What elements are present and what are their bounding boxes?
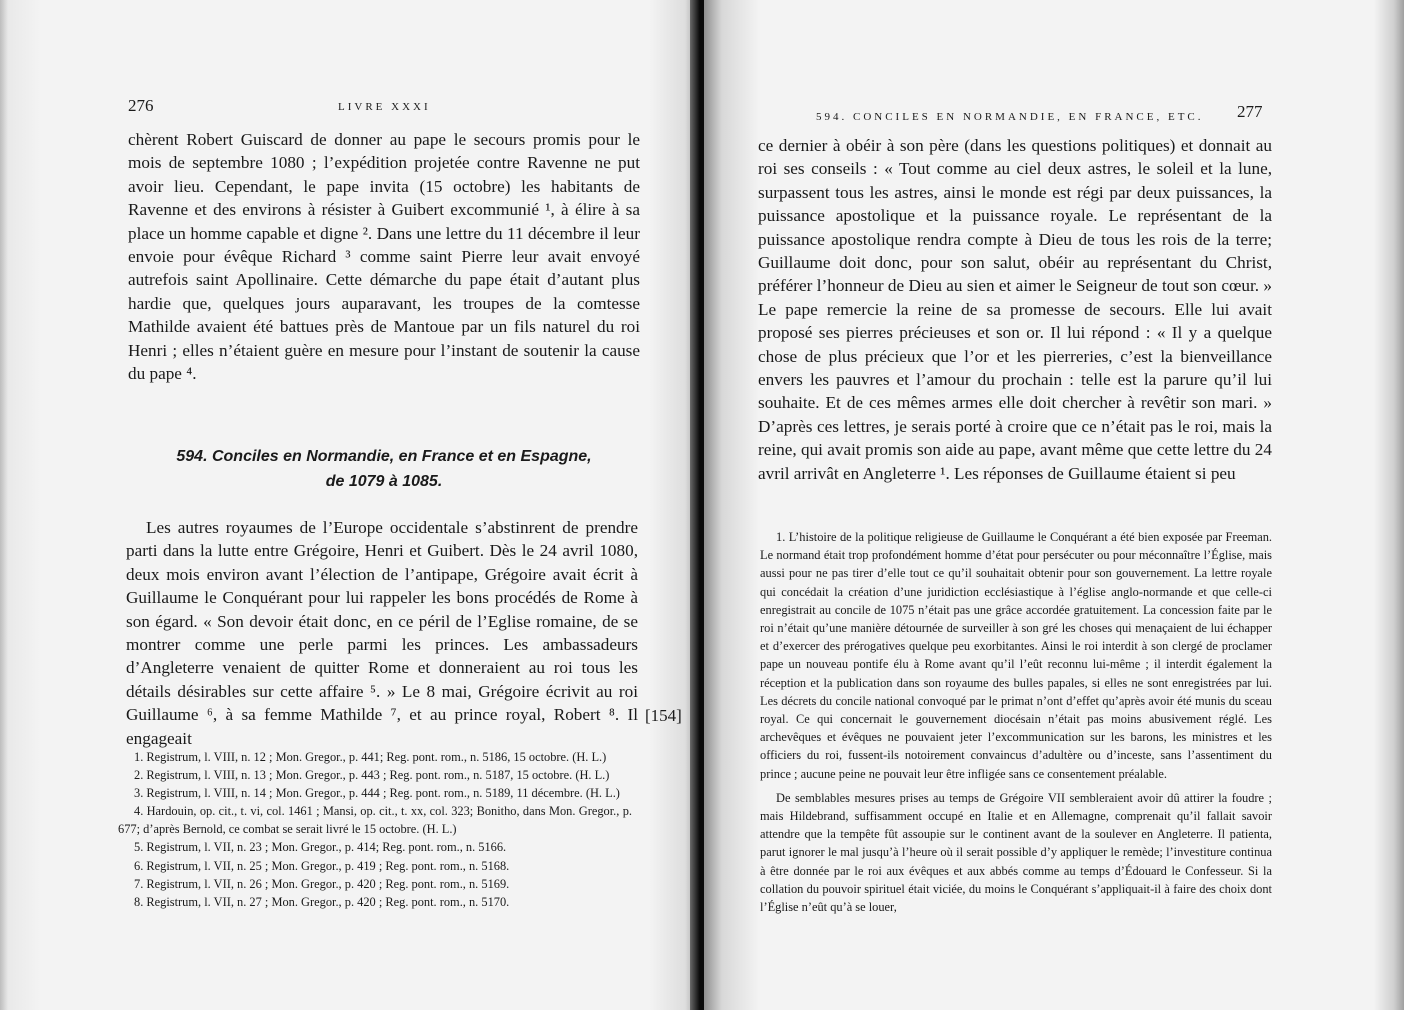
- section-title-line: 594. Conciles en Normandie, en France et en Espagne,: [176, 448, 592, 465]
- footnote-continuation: De semblables mesures prises au temps de Grégoire VII sembleraient avoir dû attirer la foudre ; mais Hildebrand, suffisamment occupé en Italie et en Allemagne, comprenait qu’il fallait savoir attendre que la tempête fût assoupie sur le continent avant de la soulever en Angleterre. Il patienta, parut ignorer le mal jusqu’à l’heure où il serait possible d’y appliquer le remède; l’investiture continua à être donnée par le roi aux évêques et aux abbés comme au temps d’Édouard le Confesseur. Si la collation du pouvoir spirituel était viciée, du moins le Conquérant s’appliquait-il à faire des choix dont l’Église n’eût qu’à se louer,: [760, 790, 1272, 915]
- paragraph: Les autres royaumes de l’Europe occidentale s’abstinrent de prendre parti dans la lutte entre Grégoire, Henri et Guibert. Dès le 24 avril 1080, deux mois environ avant l’élection de l’antipape, Grégoire avait écrit à Guillaume le Conquérant pour lui rappeler les bons procédés de Rome à son égard. « Son devoir était donc, en ce péril de l’Eglise romaine, de se montrer comme une perle parmi les princes. Les ambassadeurs d’Angleterre venaient de quitter Rome et donneraient au roi tous les détails désirables sur cette affaire ⁵. » Le 8 mai, Grégoire écrivit au roi Guillaume ⁶, à sa femme Mathilde ⁷, et au prince royal, Robert ⁸. Il engageait: [126, 518, 638, 748]
- body-text: [126, 516, 638, 750]
- section-title: [128, 444, 640, 494]
- footnotes: [760, 528, 1272, 916]
- footnote: 4. Hardouin, op. cit., t. vi, col. 1461 ; Mansi, op. cit., t. xx, col. 323; Bonitho, dans Mon. Gregor., p. 677; d’après Bernold, ce combat se serait livré le 15 octobre. (H. L.): [118, 804, 632, 837]
- page-number: 276: [128, 96, 154, 115]
- footnote: 2. Registrum, l. VIII, n. 13 ; Mon. Gregor., p. 443 ; Reg. pont. rom., n. 5187, 15 octobre. (H. L.): [134, 768, 610, 783]
- paragraph: chèrent Robert Guiscard de donner au pape le secours promis pour le mois de septembre 1080 ; l’expédition projetée contre Ravenne ne put avoir lieu. Cependant, le pape invita (15 octobre) les habitants de Ravenne et des environs à résister à Guibert excommunié ¹, à élire à sa place un homme capable et digne ². Dans une lettre du 11 décembre il leur envoie pour évêque Richard ³ comme saint Pierre leur avait envoyé autrefois saint Apollinaire. Cette démarche du pape était d’autant plus hardie que, quelques jours auparavant, les troupes de la comtesse Mathilde avaient été battues près de Mantoue par un fils naturel du roi Henri ; elles n’étaient guère en mesure pour l’instant de soutenir la cause du pape ⁴.: [128, 130, 640, 384]
- body-text: [758, 134, 1272, 485]
- footnote: 1. L’histoire de la politique religieuse de Guillaume le Conquérant a été bien exposée par Freeman. Le normand était trop profondément homme d’état pour persécuter ou pour méconnaître l’Église, mais aussi pour ne pas tirer d’elle tout ce qu’il souhaitait obtenir pour son gouvernement. La lettre royale qui concédait la création d’une juridiction ecclésiastique à l’église anglo-normande et que celle-ci enregistrait au concile de 1075 n’était pas une grâce accordée gratuitement. La concession faite par le roi n’était qu’une manière détournée de surveiller à son gré les choses qui menaçaient de lui échapper et d’exercer des prérogatives quelque peu exorbitantes. Ainsi le roi interdit à son clergé de proclamer pape un nouveau pontife élu à Rome avant qu’il l’eût reconnu lui-même ; il interdit également la réception et la publication dans son royaume des bulles papales, si elles ne sont enregistrées par lui. Les décrets du concile national convoqué par le primat n’ont d’effet qu’après avoir été munis du sceau royal. Ce qui concernait le gouvernement diocésain n’était pas moins abusivement réglé. Les archevêques et évêques ne pouvaient jeter l’excommunication sur les barons, les ministres et les officiers du roi, fussent-ils notoirement convaincus d’adultère ou d’inceste, sans l’assentiment du prince ; aucune peine ne pouvait leur être infligée sans ce consentement préalable.: [760, 530, 1272, 781]
- section-title-line: de 1079 à 1085.: [325, 473, 443, 490]
- left-page: [0, 0, 700, 1010]
- footnote: 8. Registrum, l. VII, n. 27 ; Mon. Gregor., p. 420 ; Reg. pont. rom., n. 5170.: [134, 894, 510, 909]
- page-number: 277: [1237, 102, 1263, 121]
- footnote: 5. Registrum, l. VII, n. 23 ; Mon. Gregor., p. 414; Reg. pont. rom., n. 5166.: [134, 840, 507, 855]
- right-page: [704, 0, 1404, 1010]
- running-head: LIVRE XXXI: [338, 101, 431, 113]
- running-head: 594. CONCILES EN NORMANDIE, EN FRANCE, ETC.: [816, 111, 1204, 123]
- footnote: 3. Registrum, l. VIII, n. 14 ; Mon. Gregor., p. 444 ; Reg. pont. rom., n. 5189, 11 décembre. (H. L.): [134, 786, 620, 801]
- body-text: [128, 128, 640, 385]
- footnote: 7. Registrum, l. VII, n. 26 ; Mon. Gregor., p. 420 ; Reg. pont. rom., n. 5169.: [134, 876, 510, 891]
- footnote: 1. Registrum, l. VIII, n. 12 ; Mon. Gregor., p. 441; Reg. pont. rom., n. 5186, 15 octobre. (H. L.): [134, 750, 607, 764]
- footnotes: [118, 748, 632, 911]
- paragraph: ce dernier à obéir à son père (dans les questions politiques) et donnait au roi ses conseils : « Tout comme au ciel deux astres, le soleil et la lune, surpassent tous les astres, ainsi le monde est régi par deux puissances, la puissance apostolique et la puissance royale. Le représentant de la puissance apostolique rendra compte à Dieu de tous les rois de la terre; Guillaume doit donc, pour son salut, obéir au représentant du Christ, préférer l’honneur de Dieu au sien et aimer le Seigneur de tout son cœur. » Le pape remercie la reine de sa promesse de secours. Elle lui avait proposé ses pierres précieuses et son or. Il lui répond : « Il y a quelque chose de plus précieux que l’or et les pierreries, c’est la bienveillance envers les pauvres et l’amour du prochain : telle est la parure qu’il lui souhaite. Et de ces mêmes armes elle doit chercher à revêtir son mari. » D’après ces lettres, je serais porté à croire que ce n’était pas le roi, mais la reine, qui avait promis son aide au pape, avant même que cette lettre du 24 avril arrivât en Angleterre ¹. Les réponses de Guillaume étaient si peu: [758, 136, 1272, 483]
- footnote: 6. Registrum, l. VII, n. 25 ; Mon. Gregor., p. 419 ; Reg. pont. rom., n. 5168.: [134, 858, 510, 873]
- margin-marker: [154]: [645, 706, 682, 725]
